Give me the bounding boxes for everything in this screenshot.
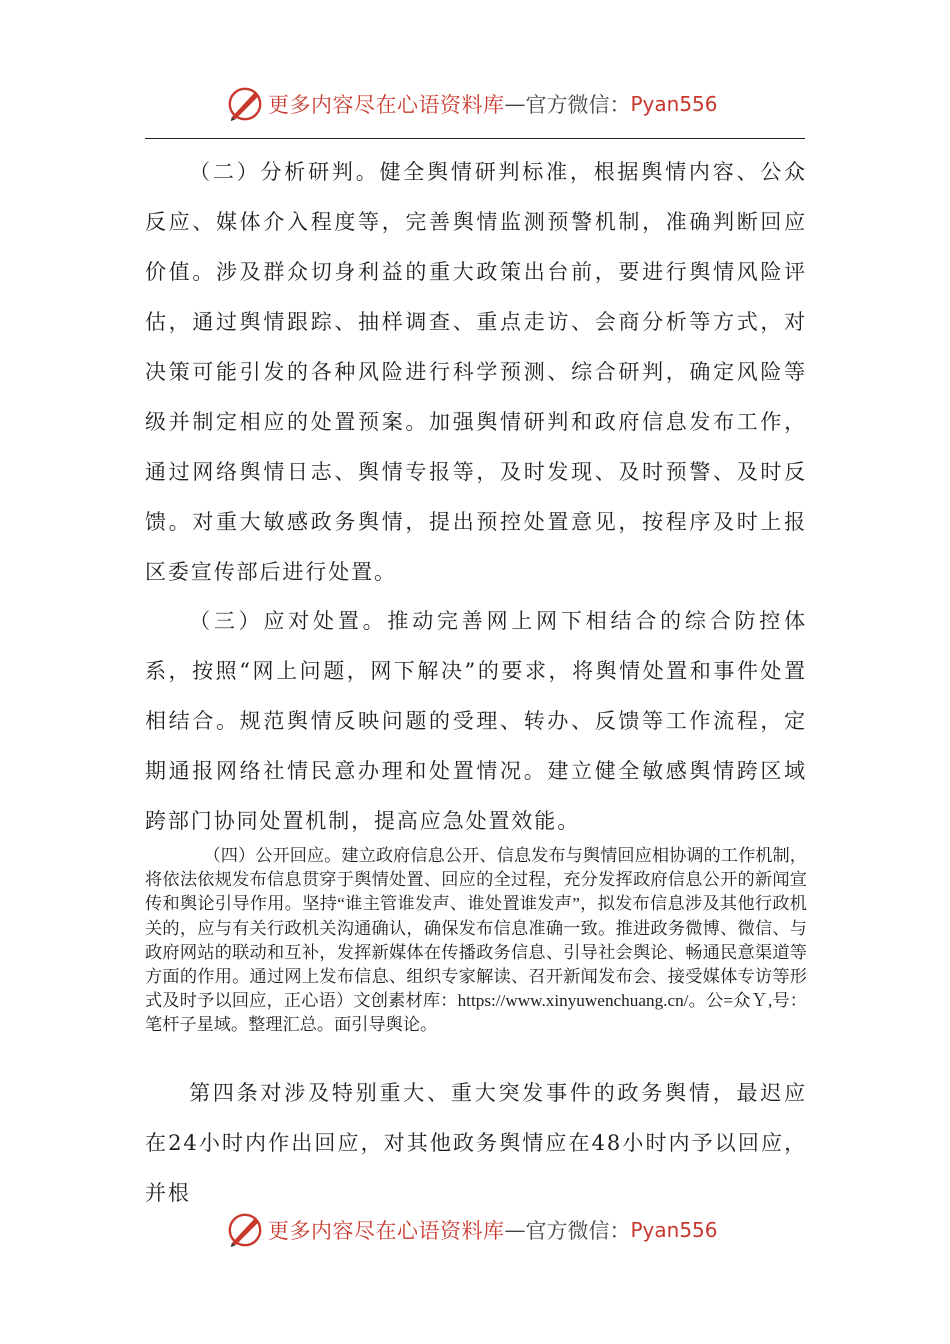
banner-wechat-label: 官方微信： <box>525 93 631 117</box>
banner-title: 更多内容尽在心语资料库 <box>268 1219 505 1243</box>
paragraph-article-four: 第四条对涉及特别重大、重大突发事件的政务舆情，最迟应在24小时内作出回应，对其他政务舆情应在48小时内予以回应，并根 <box>145 1081 807 1205</box>
banner-wechat-label: 官方微信： <box>525 1219 631 1243</box>
banner-wechat-id: Pyan556 <box>630 1218 718 1242</box>
paragraph-analysis: （二）分析研判。健全舆情研判标准，根据舆情内容、公众反应、媒体介入程度等，完善舆情监测预警机制，准确判断回应价值。涉及群众切身利益的重大政策出台前，要进行舆情风险评估，通过舆情跟踪、抽样调查、重点走访、会商分析等方式，对决策可能引发的各种风险进行科学预测、综合研判，确定风险等级并制定相应的处置预案。加强舆情研判和政府信息发布工作，通过网络舆情日志、舆情专报等，及时发现、及时预警、及时反馈。对重大敏感政务舆情，提出预控处置意见，按程序及时上报区委宣传部后进行处置。 <box>145 160 807 584</box>
banner-separator: — <box>504 92 526 116</box>
paragraph-public-reply: （四）公开回应。建立政府信息公开、信息发布与舆情回应相协调的工作机制，将依法依规发布信息贯穿于舆情处置、回应的全过程，充分发挥政府信息公开的新闻宣传和舆论引导作用。坚持“谁主管谁发声、谁处置谁发声”，拟发布信息涉及其他行政机关的，应与有关行政机关沟通确认，确保发布信息准确一致。推进政务微博、微信、与政府网站的联动和互补，发挥新媒体在传播政务信息、引导社会舆论、畅通民意渠道等方面的作用。通过网上发布信息、组织专家解读、召开新闻发布会、接受媒体专访等形式及时予以回应，正心语）文创素材库：https://www.xinyuwenchuang.cn/。公=众Ｙ,号：笔杆子星域。整理汇总。面引导舆论。 <box>145 846 807 1035</box>
banner-separator: — <box>504 1218 526 1242</box>
banner-wechat-id: Pyan556 <box>630 92 718 116</box>
pen-logo-icon <box>226 85 264 123</box>
footer-banner <box>226 1210 746 1250</box>
header-divider <box>145 138 805 139</box>
paragraph-response: （三）应对处置。推动完善网上网下相结合的综合防控体系，按照“网上问题，网下解决”的要求，将舆情处置和事件处置相结合。规范舆情反映问题的受理、转办、反馈等工作流程，定期通报网络社情民意办理和处置情况。建立健全敏感舆情跨区域跨部门协同处置机制，提高应急处置效能。 <box>145 609 807 833</box>
header-banner <box>226 84 746 124</box>
pen-logo-icon <box>226 1211 264 1249</box>
banner-title: 更多内容尽在心语资料库 <box>268 93 505 117</box>
